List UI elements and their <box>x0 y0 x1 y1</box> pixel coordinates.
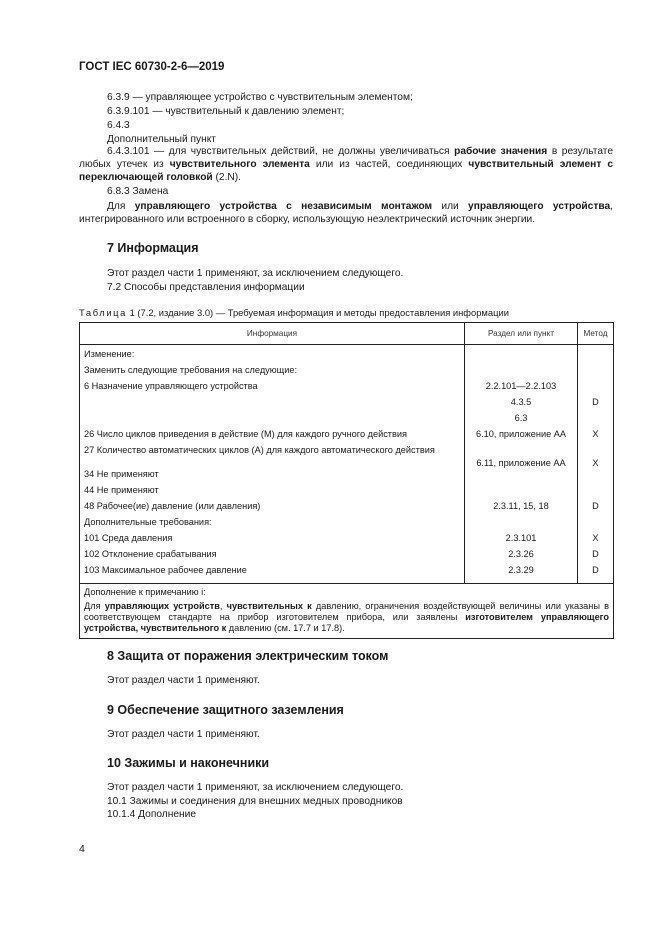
table-row: 34 Не применяют <box>80 469 614 485</box>
table-row: Заменить следующие требования на следующие: <box>80 365 614 381</box>
clause-7-2: 7.2 Способы представления информации <box>107 282 305 293</box>
section-9-heading: 9 Обеспечение защитного заземления <box>107 703 344 717</box>
table-row: 48 Рабочее(ие) давление (или давления) 2.3.11, 15, 18 D <box>80 501 614 517</box>
replacement-paragraph: Для управляющего устройства с независимым монтажом или управляющего устройства, интегрированного или встроенного в сборку, использующую неэлектрический источник энергии. <box>79 201 613 225</box>
note-text: Для управляющих устройств, чувствительных к давлению, ограничения воздействующей величины или указаны в соответствующем стандарте на прибор изготовителем прибора, или заявлены изготовителем управляющего устройства, чувствительного к давлению (см. 17.7 и 17.8). <box>84 601 609 633</box>
information-table <box>79 322 614 639</box>
table-note <box>80 584 614 639</box>
section-9-text: Этот раздел части 1 применяют. <box>107 729 260 740</box>
table-row: 101 Среда давления 2.3.101 X <box>80 533 614 549</box>
table-row: Изменение: <box>80 345 614 366</box>
page-number: 4 <box>79 843 85 855</box>
column-header-info: Информация <box>80 323 465 345</box>
table-row: 6.3 <box>80 413 614 429</box>
section-10-text: Этот раздел части 1 применяют, за исключением следующего. <box>107 782 404 793</box>
section-8-text: Этот раздел части 1 применяют. <box>107 675 260 686</box>
clause-6-8-3: 6.8.3 Замена <box>107 186 169 197</box>
clause-6-4-3-101-paragraph: 6.4.3.101 — для чувствительных действий, не должны увеличиваться рабочие значения в результате любых утечек из чувствительного элемента или из частей, соединяющих чувствительный элемент с переключающей головкой (2.N). <box>79 146 614 183</box>
section-8-heading: 8 Защита от поражения электрическим током <box>107 649 389 663</box>
table-row: 6 Назначение управляющего устройства 2.2.101—2.2.103 <box>80 381 614 397</box>
section-7-text: Этот раздел части 1 применяют, за исключением следующего. <box>107 268 404 279</box>
clause-6-3-9: 6.3.9 — управляющее устройство с чувствительным элементом; <box>107 92 413 103</box>
table-row: 27 Количество автоматических циклов (A) для каждого автоматического действия 6.11, приложение AA X <box>80 445 614 469</box>
section-7-heading: 7 Информация <box>107 241 199 255</box>
table-row: Дополнительные требования: <box>80 517 614 533</box>
clause-10-1: 10.1 Зажимы и соединения для внешних медных проводников <box>107 796 403 807</box>
table-row: 44 Не применяют <box>80 485 614 501</box>
column-header-method: Метод <box>578 323 614 345</box>
table-row: 26 Число циклов приведения в действие (M) для каждого ручного действия 6.10, приложение AA X <box>80 429 614 445</box>
clause-10-1-4: 10.1.4 Дополнение <box>107 809 197 820</box>
column-header-clause: Раздел или пункт <box>465 323 578 345</box>
table-caption: Таблица 1 (7.2, издание 3.0) — Требуемая информация и методы предоставления информации <box>79 307 509 318</box>
document-header: ГОСТ IEC 60730-2-6—2019 <box>79 61 225 73</box>
note-title: Дополнение к примечанию i: <box>84 587 206 597</box>
clause-6-3-9-101: 6.3.9.101 — чувствительный к давлению элемент; <box>107 106 345 117</box>
table-row: 4.3.5 D <box>80 397 614 413</box>
table-row: 103 Максимальное рабочее давление 2.3.29 D <box>80 565 614 584</box>
table-row: 102 Отклонение срабатывания 2.3.26 D <box>80 549 614 565</box>
table-note-row <box>80 584 614 639</box>
clause-6-4-3: 6.4.3 <box>107 120 130 131</box>
section-10-heading: 10 Зажимы и наконечники <box>107 756 270 770</box>
additional-clause-label: Дополнительный пункт <box>107 134 216 145</box>
